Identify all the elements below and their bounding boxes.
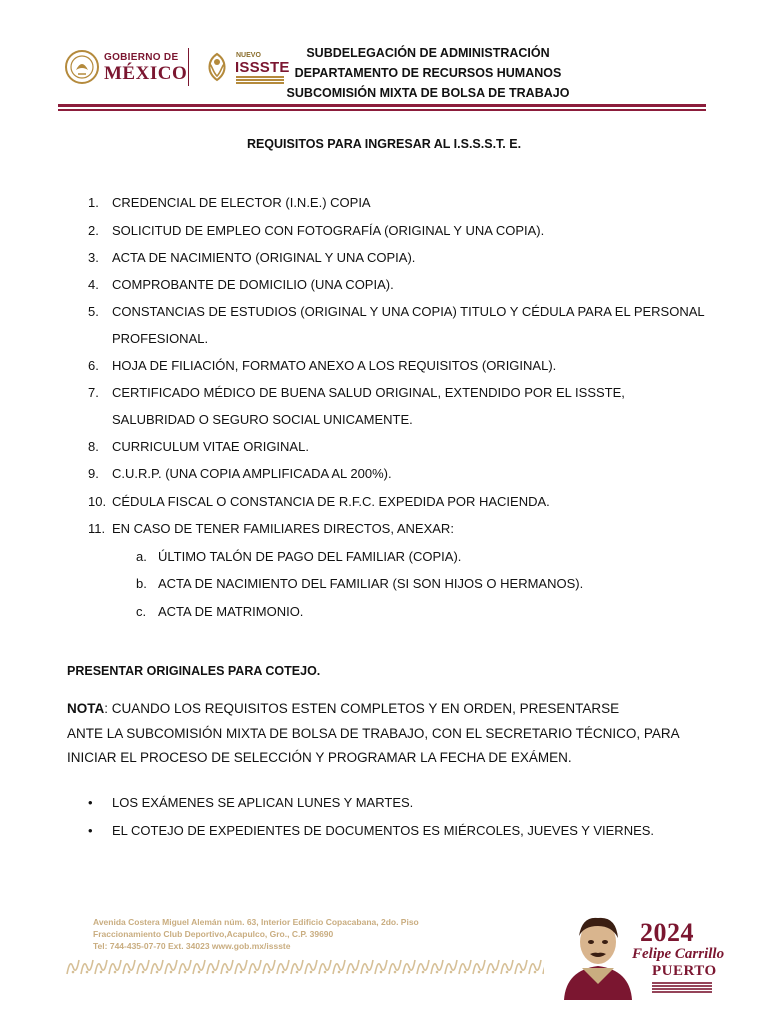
footer-address-line-1: Avenida Costera Miguel Alemán núm. 63, Interior Edificio Copacabana, 2do. Piso: [93, 917, 419, 927]
requirement-number: 6.: [88, 358, 99, 373]
header-line-3: SUBCOMISIÓN MIXTA DE BOLSA DE TRABAJO: [286, 86, 570, 100]
requirement-text: EN CASO DE TENER FAMILIARES DIRECTOS, ANEXAR:: [112, 521, 454, 536]
requirement-text: CURRICULUM VITAE ORIGINAL.: [112, 439, 309, 454]
logo-separator: [188, 48, 189, 86]
requirement-number: 9.: [88, 466, 99, 481]
subitem-letter: a.: [136, 549, 147, 564]
requirement-text: SOLICITUD DE EMPLEO CON FOTOGRAFÍA (ORIGINAL Y UNA COPIA).: [112, 223, 545, 238]
requirement-text: PROFESIONAL.: [112, 331, 209, 346]
requirement-text: CREDENCIAL DE ELECTOR (I.N.E.) COPIA: [112, 195, 371, 210]
requirement-text: CONSTANCIAS DE ESTUDIOS (ORIGINAL Y UNA COPIA) TITULO Y CÉDULA PARA EL PERSONAL: [112, 304, 705, 319]
footer-year: 2024: [640, 918, 694, 947]
felipe-carrillo-portrait-icon: [560, 910, 636, 1000]
requirement-text: ACTA DE NACIMIENTO (ORIGINAL Y UNA COPIA).: [112, 250, 416, 265]
nota-line-1: [67, 697, 707, 722]
requirement-number: 7.: [88, 385, 99, 400]
cotejo-heading: PRESENTAR ORIGINALES PARA COTEJO.: [67, 664, 321, 678]
subitem-text: ACTA DE NACIMIENTO DEL FAMILIAR (SI SON HIJOS O HERMANOS).: [158, 576, 584, 591]
nota-line-2: ANTE LA SUBCOMISIÓN MIXTA DE BOLSA DE TRABAJO, CON EL SECRETARIO TÉCNICO, PARA: [67, 725, 680, 741]
requirement-text: CERTIFICADO MÉDICO DE BUENA SALUD ORIGINAL, EXTENDIDO POR EL ISSSTE,: [112, 385, 625, 400]
requirement-number: 4.: [88, 277, 99, 292]
requirement-number: 1.: [88, 195, 99, 210]
footer-address: [93, 916, 419, 952]
bullet-text: EL COTEJO DE EXPEDIENTES DE DOCUMENTOS ES MIÉRCOLES, JUEVES Y VIERNES.: [112, 823, 655, 838]
footer-surname: PUERTO: [652, 963, 717, 979]
issste-name-text: ISSSTE: [235, 59, 290, 76]
footer-ornament-band: [66, 956, 544, 978]
requirement-text: CÉDULA FISCAL O CONSTANCIA DE R.F.C. EXPEDIDA POR HACIENDA.: [112, 494, 550, 509]
document-title: REQUISITOS PARA INGRESAR AL I.S.S.S.T. E.: [246, 137, 522, 151]
footer-name: Felipe Carrillo: [632, 946, 725, 962]
gobierno-de-mexico-logo: [64, 46, 188, 90]
nota-paragraph: [67, 697, 707, 771]
header-titles: [270, 43, 586, 103]
requirement-number: 3.: [88, 250, 99, 265]
requirement-number: 8.: [88, 439, 99, 454]
subitem-letter: b.: [136, 576, 147, 591]
issste-mark-icon: [200, 50, 234, 84]
requirement-text: SALUBRIDAD O SEGURO SOCIAL UNICAMENTE.: [112, 412, 413, 427]
requirement-number: 5.: [88, 304, 99, 319]
requirement-text: COMPROBANTE DE DOMICILIO (UNA COPIA).: [112, 277, 394, 292]
bullet-text: LOS EXÁMENES SE APLICAN LUNES Y MARTES.: [112, 795, 414, 810]
header-rule-thick: [58, 104, 706, 107]
header-rule-thin: [58, 109, 706, 111]
footer-fine-print: [652, 982, 712, 984]
eagle-seal-icon: [64, 48, 100, 86]
footer-address-line-3: Tel: 744-435-07-70 Ext. 34023 www.gob.mx/issste: [93, 941, 291, 951]
requirement-number: 10.: [88, 494, 107, 509]
requirement-text: HOJA DE FILIACIÓN, FORMATO ANEXO A LOS REQUISITOS (ORIGINAL).: [112, 358, 557, 373]
issste-nuevo-text: NUEVO: [236, 52, 261, 59]
bullet-dot-icon: •: [88, 823, 93, 838]
nota-line-1-text: : CUANDO LOS REQUISITOS ESTEN COMPLETOS Y EN ORDEN, PRESENTARSE: [104, 701, 620, 716]
gob-small-text: GOBIERNO DE: [104, 52, 179, 63]
header-line-1: SUBDELEGACIÓN DE ADMINISTRACIÓN: [306, 46, 550, 60]
subitem-letter: c.: [136, 604, 147, 619]
subitem-text: ACTA DE MATRIMONIO.: [158, 604, 304, 619]
subitem-text: ÚLTIMO TALÓN DE PAGO DEL FAMILIAR (COPIA).: [158, 549, 462, 564]
nota-line-3: INICIAR EL PROCESO DE SELECCIÓN Y PROGRAMAR LA FECHA DE EXÁMEN.: [67, 750, 572, 765]
requirement-number: 2.: [88, 223, 99, 238]
gob-big-text: MÉXICO: [104, 63, 188, 84]
header-line-2: DEPARTAMENTO DE RECURSOS HUMANOS: [294, 66, 562, 80]
footer-address-line-2: Fraccionamiento Club Deportivo,Acapulco, Gro., C.P. 39690: [93, 929, 334, 939]
bullet-dot-icon: •: [88, 795, 93, 810]
requirement-number: 11.: [88, 521, 106, 536]
requirement-text: C.U.R.P. (UNA COPIA AMPLIFICADA AL 200%).: [112, 466, 392, 481]
nota-label: NOTA: [67, 701, 105, 716]
